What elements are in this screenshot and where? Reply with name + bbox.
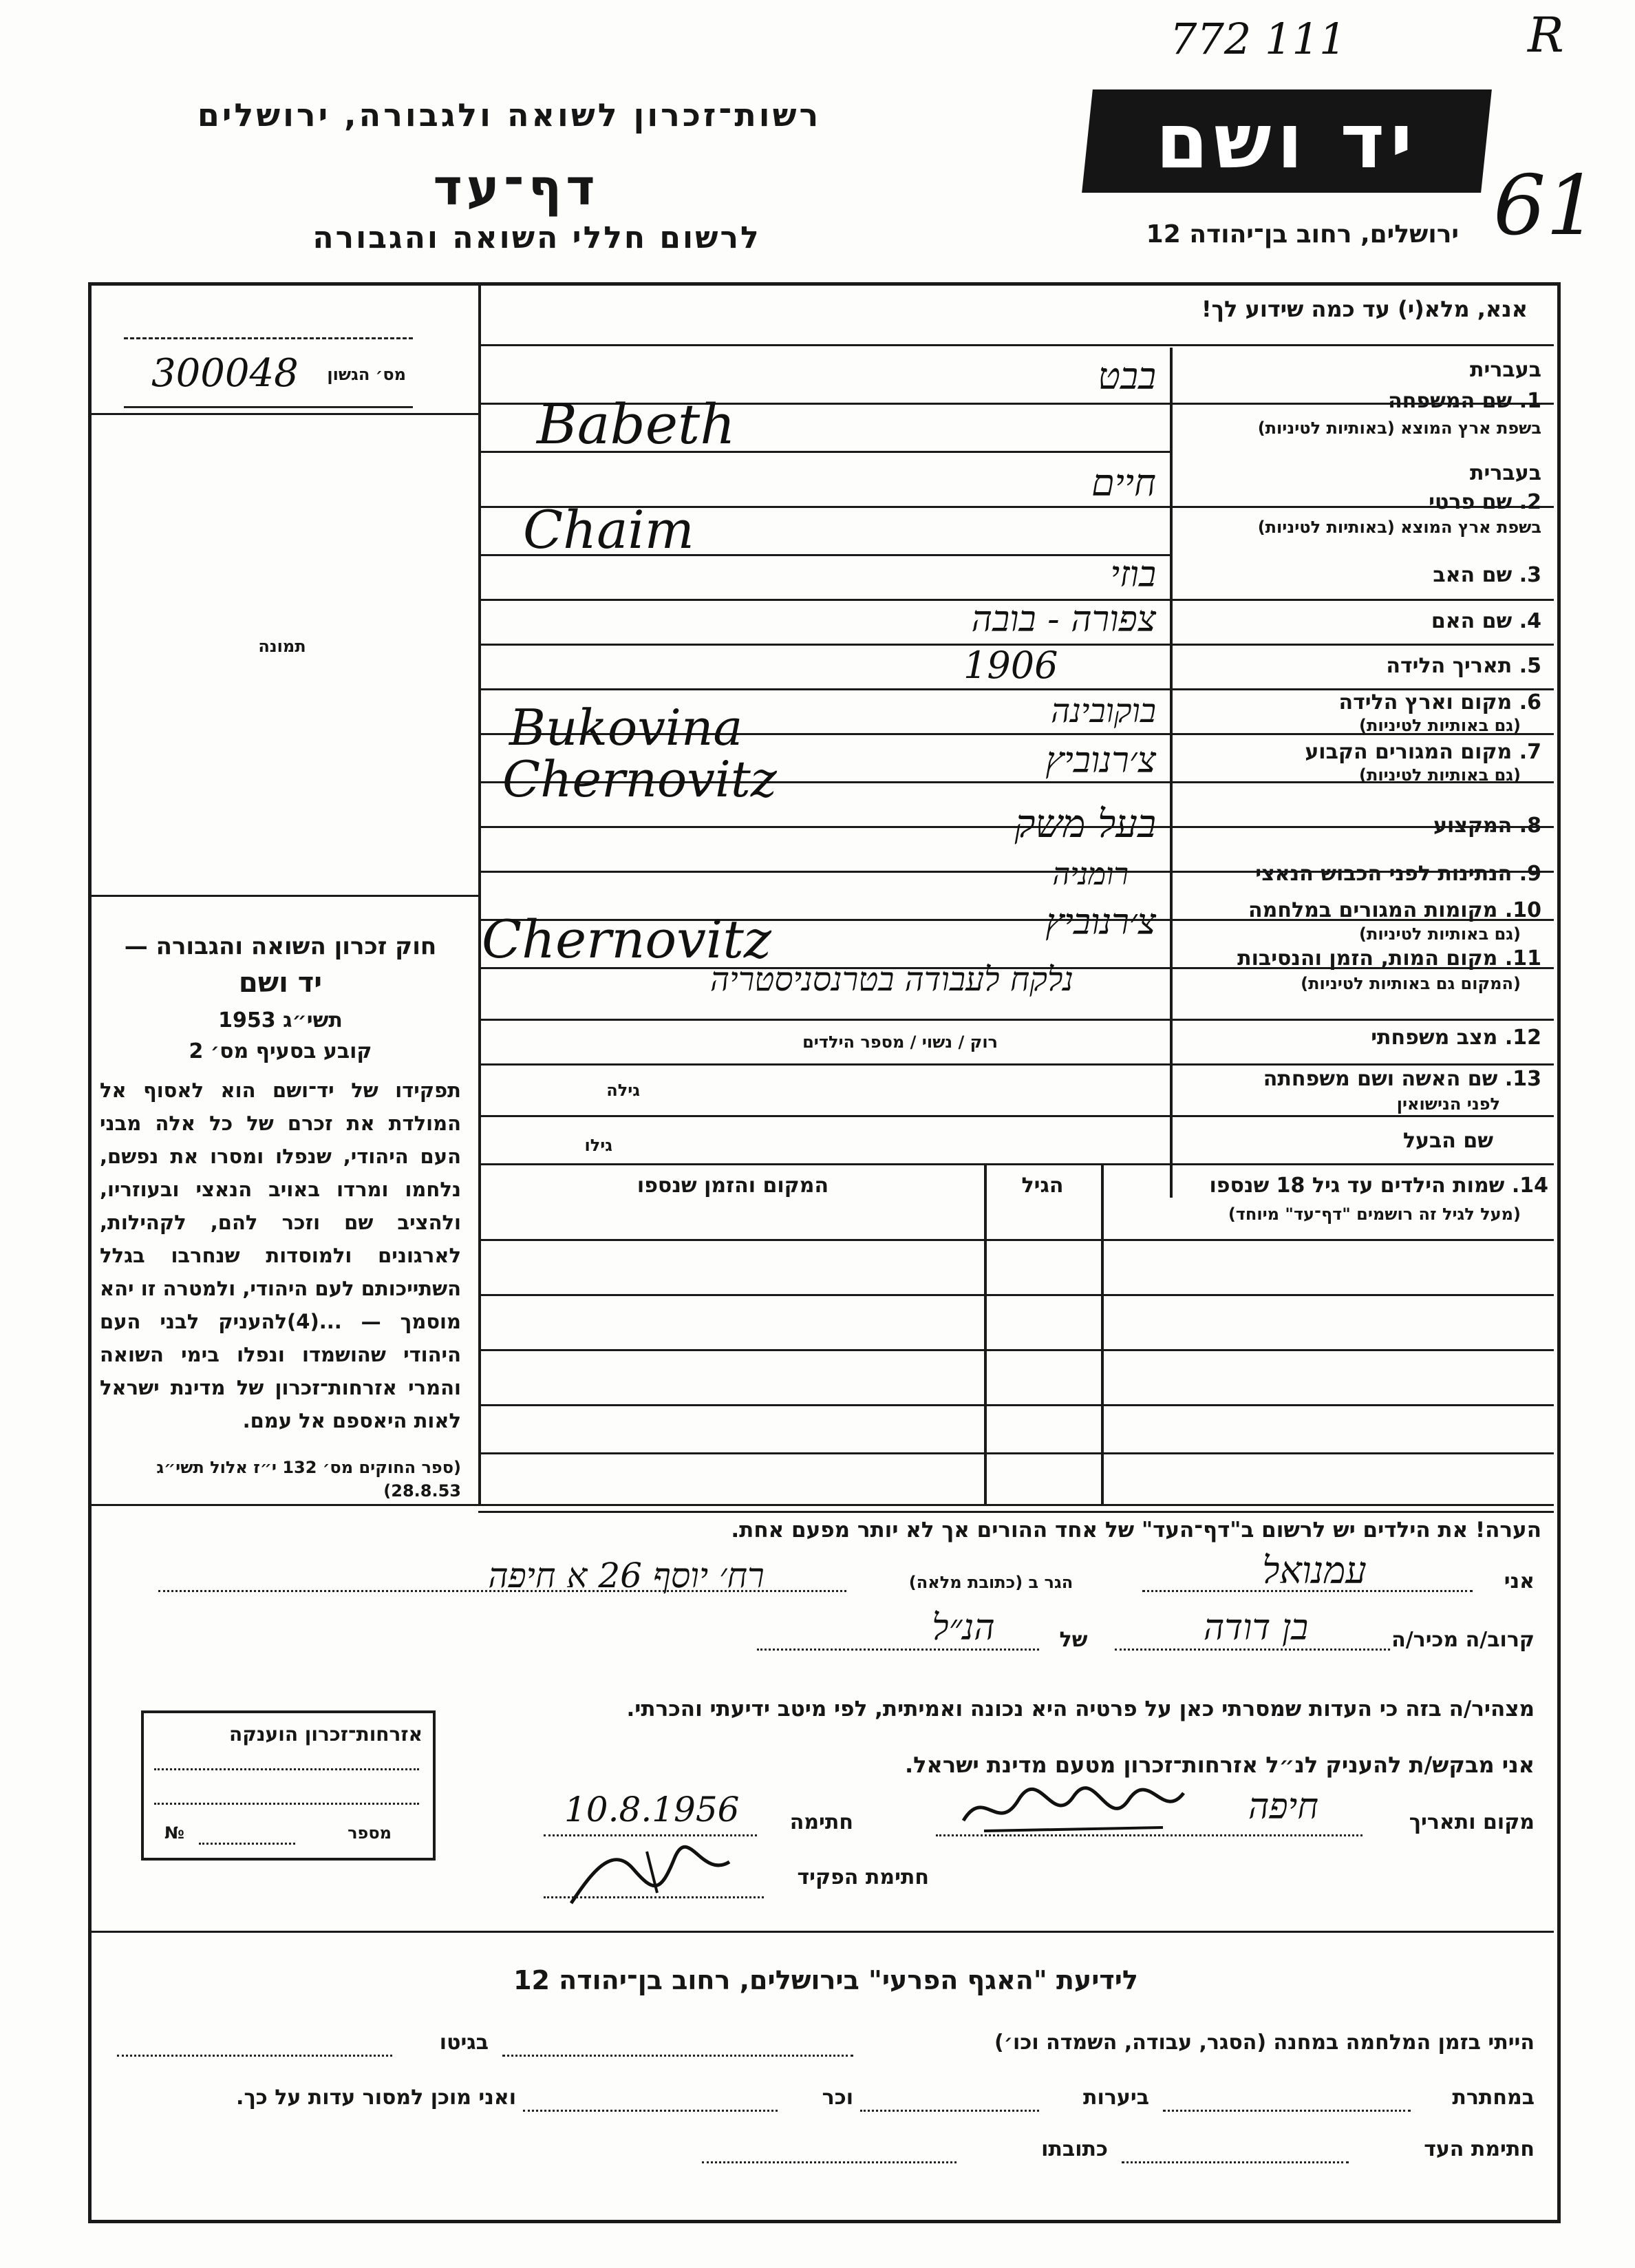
declarant-date[interactable]: 10.8.1956	[564, 1790, 740, 1830]
law-title: חוק זכרון השואה והגבורה —	[124, 933, 437, 960]
field-7-sub2: (גם באותיות לטיניות)	[1359, 765, 1521, 785]
citizenship-number-prefix: №	[164, 1823, 184, 1843]
children-sub: (מעל לגיל זה רושמים "דף־עד" מיוחד)	[1228, 1205, 1521, 1224]
officer-signature-label: חתימת הפקיד	[797, 1865, 929, 1889]
header-address: ירושלים, רחוב בן־יהודה 12	[1146, 220, 1459, 248]
field-11-label: 11. מקום המות, הזמן והנסיבות	[1237, 946, 1541, 971]
field-4-label: 4. שם האם	[1431, 609, 1541, 633]
signature-label: חתימה	[789, 1810, 853, 1834]
footer-witness-address: כתובתו	[1041, 2137, 1108, 2161]
husband-value: גילו	[584, 1136, 612, 1155]
footer-title: לידיעת "האגף הפרעי" בירושלים, רחוב בן־יהודה 12	[513, 1965, 1138, 1995]
field-13-sub2: לפני הנישואין	[1396, 1094, 1500, 1114]
field-2-value-latin[interactable]: Chaim	[523, 499, 694, 560]
field-4-value[interactable]: צפורה - בובה	[971, 599, 1156, 640]
children-label: 14. שמות הילדים עד גיל 18 שנספו	[1209, 1174, 1548, 1198]
law-clause: קובע בסעיף מס׳ 2	[189, 1039, 372, 1063]
declarant-request: אני מבקש/ת להעניק לנ״ל אזרחות־זכרון מטעם מדינת ישראל.	[905, 1752, 1535, 1778]
footer-witness-signature: חתימת העד	[1424, 2137, 1535, 2161]
field-2-value-hebrew[interactable]: חיים	[1091, 461, 1156, 505]
officer-signature	[564, 1831, 743, 1914]
field-7-label: 7. מקום המגורים הקבוע	[1305, 740, 1541, 764]
form-subtitle: לרשום חללי השואה והגבורה	[312, 220, 761, 255]
law-year: תשי״ג 1953	[218, 1008, 343, 1032]
page-number-label: מס׳ הגשון	[327, 365, 406, 384]
logo-text: יד ושם	[1155, 97, 1418, 185]
place-date-label: מקום ותאריך	[1409, 1810, 1535, 1834]
photo-label: תמונה	[258, 637, 306, 656]
declarant-address-label: הגר ב (כתובת מלאה)	[908, 1573, 1073, 1592]
declarant-place[interactable]: חיפה	[1248, 1786, 1319, 1827]
authority-title: רשות־זכרון לשואה ולגבורה, ירושלים	[197, 96, 822, 134]
declarant-of-label: של	[1059, 1628, 1088, 1652]
declarant-i-label: אני	[1504, 1569, 1535, 1593]
field-8-value[interactable]: בעל משק	[1014, 802, 1156, 847]
field-5-label: 5. תאריך הלידה	[1386, 654, 1541, 678]
footer-line2-testimony: ואני מוכן למסור עדות על כך.	[236, 2086, 516, 2110]
declarant-signature-mark	[957, 1779, 1190, 1841]
field-13-value: גילה	[606, 1081, 640, 1100]
field-8-label: 8. המקצוע	[1433, 814, 1541, 838]
footer-line1-camp: הייתי בזמן המלחמה במחנה (הסגר, עבודה, השמדה וכו׳)	[994, 2031, 1535, 2055]
corner-mark-61: 61	[1493, 158, 1599, 254]
instruction-text: אנא, מלא(י) עד כמה שידוע לך!	[1201, 296, 1528, 322]
note-text: הערה! את הילדים יש לרשום ב"דף־העד" של אחד ההורים אך לא יותר מפעם אחת.	[731, 1518, 1541, 1543]
field-3-label: 3. שם האב	[1433, 563, 1541, 587]
field-6-value-hebrew[interactable]: בוקובינה	[1051, 692, 1156, 730]
field-10-value-hebrew[interactable]: צ׳רנוביץ	[1045, 902, 1156, 943]
field-1-label: 1. שם המשפחה	[1388, 389, 1541, 413]
field-9-value[interactable]: רומניה	[1052, 857, 1129, 892]
page-number-box	[124, 324, 413, 427]
law-logo: יד ושם	[238, 967, 323, 999]
footer-line1-ghetto: בגיטו	[439, 2031, 489, 2055]
field-1-value-hebrew[interactable]: בבט	[1098, 354, 1156, 398]
field-11-sub2: (המקום גם באותיות לטיניות)	[1301, 974, 1521, 993]
law-body: תפקידו של יד־ושם הוא לאסוף אל המולדת את זכרם של כל אלה מבני העם היהודי, שנפלו ומסרו את נפשם, נלחמו ומרדו באויב הנאצי ובעוזריו, ולהציב שם וזכר להם, לקהילות, לארגונים ולמוסדות שנחרבו בגלל השתייכותם לעם היהודי, ולמטרה זו יהא מוסמך — ...(4)להעניק לבני העם היהודי שהושמדו ונפלו בימי השואה והמרי אזרחות־זכרון של מדינת ישראל לאות היאספם אל עמם.	[100, 1079, 461, 1432]
declarant-name[interactable]: עמנואל	[1262, 1549, 1367, 1592]
field-1-sub: בעברית	[1470, 358, 1541, 382]
field-2-label: 2. שם פרטי	[1429, 490, 1541, 514]
field-6-label: 6. מקום וארץ הלידה	[1338, 690, 1541, 714]
field-2-sub2: בשפת ארץ המוצא (באותיות לטיניות)	[1257, 518, 1541, 537]
field-13-label: 13. שם האשה ושם משפחתה	[1263, 1067, 1541, 1091]
law-source: (ספר החוקים מס׳ 132 י״ז אלול תשי״ג 28.8.53)	[156, 1458, 461, 1501]
field-6-value-latin[interactable]: Bukovina	[509, 699, 743, 756]
archive-number: 772 111	[1170, 14, 1347, 64]
field-1-sub2: בשפת ארץ המוצא (באותיות לטיניות)	[1257, 418, 1541, 438]
field-12-options: רוק / נשוי / מספר הילדים	[802, 1032, 998, 1052]
footer-line2-underground: במחתרת	[1452, 2086, 1535, 2110]
field-7-value-latin[interactable]: Chernovitz	[502, 750, 777, 808]
citizenship-title: אזרחות־זכרון הוענקה	[229, 1723, 423, 1746]
declarant-declaration: מצהיר/ה בזה כי העדות שמסרתי כאן על פרטיה היא נכונה ואמיתית, לפי מיטב ידיעתי והכרתי.	[626, 1697, 1535, 1721]
field-2-sub: בעברית	[1470, 461, 1541, 485]
field-11-value[interactable]: נלקח לעבודה בטרנסניסטריה	[710, 960, 1073, 999]
field-12-label: 12. מצב משפחתי	[1371, 1026, 1541, 1050]
field-10-value-latin[interactable]: Chernovitz	[482, 909, 771, 970]
field-10-label: 10. מקומות המגורים במלחמה	[1248, 898, 1541, 922]
field-1-value-latin[interactable]: Babeth	[537, 392, 736, 456]
field-10-sub2: (גם באותיות לטיניות)	[1359, 924, 1521, 944]
field-9-label: 9. הנתינות לפני הכבוש הנאצי	[1255, 862, 1541, 886]
form-title: דף־עד	[433, 158, 599, 216]
field-3-value[interactable]: בוזי	[1110, 554, 1156, 595]
logo-block	[1082, 89, 1492, 193]
declarant-address[interactable]: רח׳ יוסף 26 א חיפה	[488, 1556, 765, 1596]
field-5-value[interactable]: 1906	[963, 644, 1058, 687]
citizenship-box	[141, 1710, 436, 1861]
citizenship-number-label: מספר	[348, 1823, 392, 1843]
children-col-place: המקום והזמן שנספו	[637, 1174, 829, 1198]
field-6-sub2: (גם באותיות לטיניות)	[1359, 716, 1521, 735]
declarant-relation-label: קרוב/ה מכיר/ה	[1391, 1628, 1535, 1652]
declarant-relation[interactable]: בן דודה	[1203, 1607, 1309, 1649]
footer-line2-etc: וכר	[822, 2086, 853, 2110]
corner-mark-r: R	[1528, 7, 1564, 63]
declarant-of[interactable]: הנ״ל	[932, 1607, 995, 1649]
footer-line2-forests: ביערות	[1083, 2086, 1149, 2110]
husband-label: שם הבעל	[1402, 1129, 1493, 1153]
children-col-age: הגיל	[1021, 1174, 1064, 1198]
page-number-value: 300048	[151, 351, 299, 396]
field-7-value-hebrew[interactable]: צ׳רנוביץ	[1045, 740, 1156, 781]
